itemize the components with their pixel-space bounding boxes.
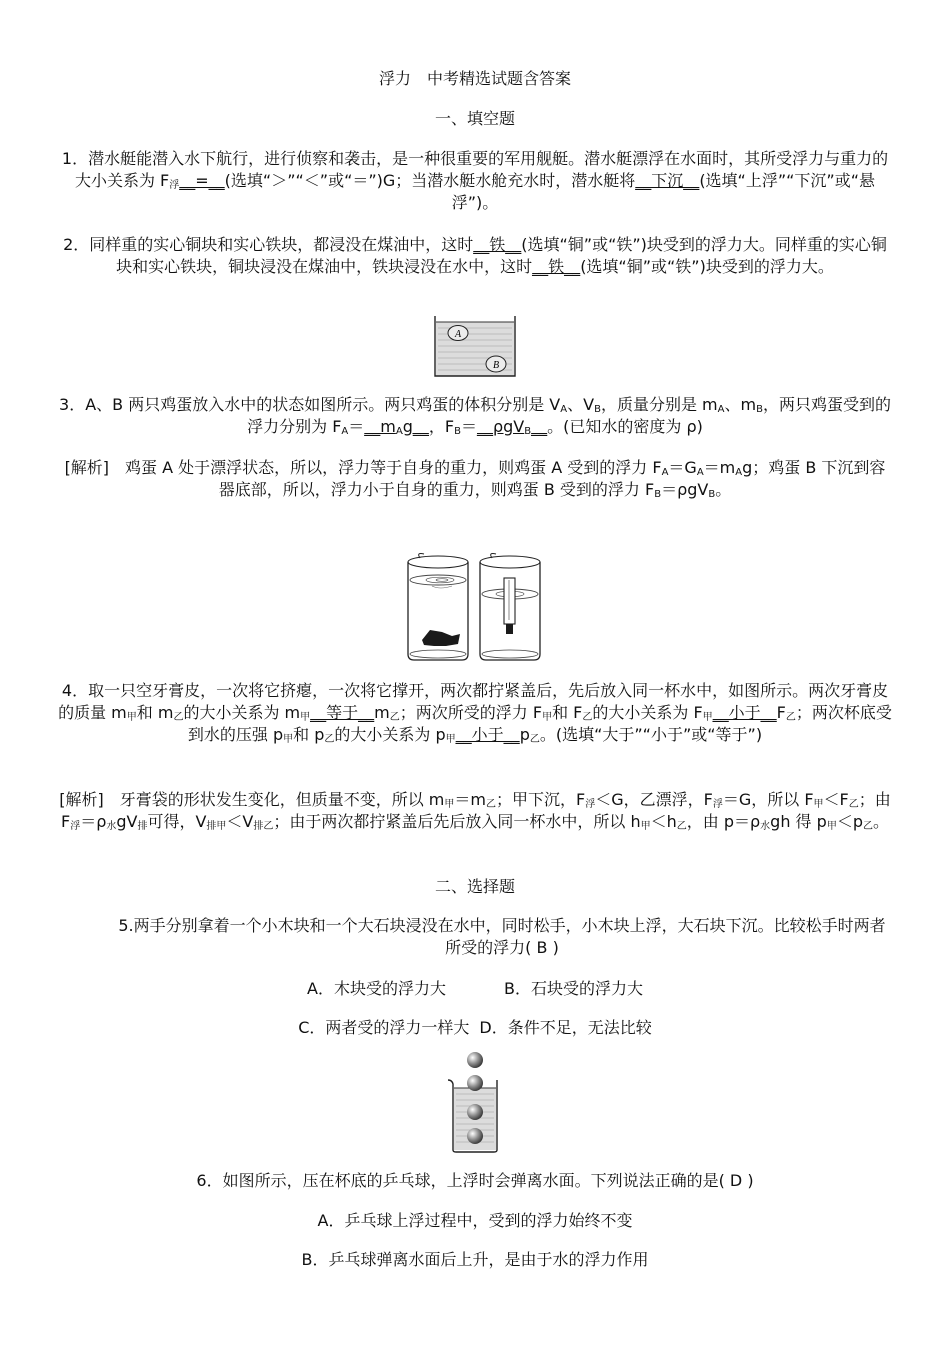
option-b: B．石块受的浮力大 xyxy=(503,979,643,998)
analysis-3: [解析] 鸡蛋 A 处于漂浮状态，所以，浮力等于自身的重力，则鸡蛋 A 受到的浮力 $F_A=G_A=m_Ag$；鸡蛋 B 下沉到容器底部，所以，浮力小于自身的重力，则鸡蛋 B 受到的浮力 $F_B=\rho gV_B$。 xyxy=(64,458,886,500)
question-6: 6．如图所示，压在杯底的乒乓球，上浮时会弹离水面。下列说法正确的是( D ) xyxy=(196,1171,754,1190)
answer-blank: __ρgV$_B$__ xyxy=(476,417,548,437)
option-b: B．乒乓球弹离水面后上升，是由于水的浮力作用 xyxy=(301,1250,649,1269)
question-5-options-ab xyxy=(58,978,892,1000)
option-a: A．木块受的浮力大 xyxy=(307,979,446,998)
analysis-4: [解析] 牙膏袋的形状发生变化，但质量不变，所以 $m_甲=m_乙$；甲下沉，$F_浮<G$，乙漂浮，$F_浮=G$，所以 $F_甲<F_乙$；由 $F_浮=\rho_水gV_排$可得，$V_{排甲}<V_{排乙}$；由于两次都拧紧盖后先后放入同一杯水中，所以 $h_甲<h_乙$，由 $p=\rho_水gh$ 得 $p_甲<p_乙$。 xyxy=(59,790,891,832)
question-5-options-cd xyxy=(58,1017,892,1039)
question-5: 5.两手分别拿着一个小木块和一个大石块浸没在水中，同时松手，小木块上浮，大石块下沉。比较松手时两者所受的浮力( B ) xyxy=(118,916,886,957)
ping-pong-beaker-figure xyxy=(438,1050,512,1156)
question-3: 3．A、B 两只鸡蛋放入水中的状态如图所示。两只鸡蛋的体积分别是 $V_A$、$V_B$，质量分别是 $m_A$、$m_B$，两只鸡蛋受到的浮力分别为 $F_A=\_\_m_Ag\_\_$，$F_B=\_\_\rho gV_B\_\_$。(已知水的密度为 ρ) xyxy=(59,395,891,437)
egg-b-label: B xyxy=(492,360,500,371)
page-title: 浮力 中考精选试题含答案 xyxy=(378,69,571,88)
squashed-tube xyxy=(422,630,460,646)
question-4: 4．取一只空牙膏皮，一次将它挤瘪，一次将它撑开，两次都拧紧盖后，先后放入同一杯水中，如图所示。两次牙膏皮的质量 $m_甲$和 $m_乙$的大小关系为 $m_甲\_\_$等于$\_\_m_乙$；两次所受的浮力 $F_甲$和 $F_乙$的大小关系为 $F_甲\_\_$小于$\_\_F_乙$；两次杯底受到水的压强 $p_甲$和 $p_乙$的大小关系为 $p_甲\_\_$小于$\_\_p_乙$。(选填“大于”“小于”或“等于”) xyxy=(58,681,892,745)
question-1: 1．潜水艇能潜入水下航行，进行侦察和袭击，是一种很重要的军用舰艇。潜水艇漂浮在水面时，其所受浮力与重力的大小关系为 $F_浮\_\_=\_\_$(选填“＞”“＜”或“＝”)G；当潜水艇水舱充水时，潜水艇将__下沉__(选填“上浮”“下沉”或“悬浮”)。 xyxy=(61,149,889,212)
answer-blank: __铁__ xyxy=(473,235,522,254)
section-heading-fill-blank: 一、填空题 xyxy=(434,109,515,128)
toothpaste-cups-figure xyxy=(402,550,548,662)
option-d: D．条件不足，无法比较 xyxy=(479,1018,652,1037)
answer-blank: __等于__ xyxy=(310,703,375,722)
option-a: A．乒乓球上浮过程中，受到的浮力始终不变 xyxy=(317,1211,633,1230)
cup-jia xyxy=(408,554,468,661)
section-heading-choice: 二、选择题 xyxy=(434,877,515,896)
answer-blank: __铁__ xyxy=(532,257,581,276)
inflated-tube xyxy=(504,578,515,624)
answer-blank: __小于__ xyxy=(455,725,520,744)
ping-pong-ball xyxy=(467,1075,483,1091)
answer-blank: $\_\_m_Ag\_\_$ xyxy=(364,417,429,437)
option-c: C．两者受的浮力一样大 xyxy=(298,1018,470,1037)
question-2: 2．同样重的实心铜块和实心铁块，都浸没在煤油中，这时__铁__(选填“铜”或“铁”)块受到的浮力大。同样重的实心铜块和实心铁块，铜块浸没在煤油中，铁块浸没在水中，这时__铁__(选填“铜”或“铁”)块受到的浮力大。 xyxy=(63,235,887,276)
ping-pong-ball xyxy=(467,1104,483,1120)
answer-blank: __下沉__ xyxy=(635,171,700,190)
egg-a-label: A xyxy=(454,329,462,340)
ping-pong-ball xyxy=(467,1052,483,1068)
answer-blank: __小于__ xyxy=(712,703,777,722)
cup-yi xyxy=(480,554,540,661)
answer-blank: __=__ xyxy=(179,171,225,190)
eggs-in-water-figure xyxy=(430,314,520,380)
ping-pong-ball xyxy=(467,1128,483,1144)
tube-cap xyxy=(506,624,513,634)
